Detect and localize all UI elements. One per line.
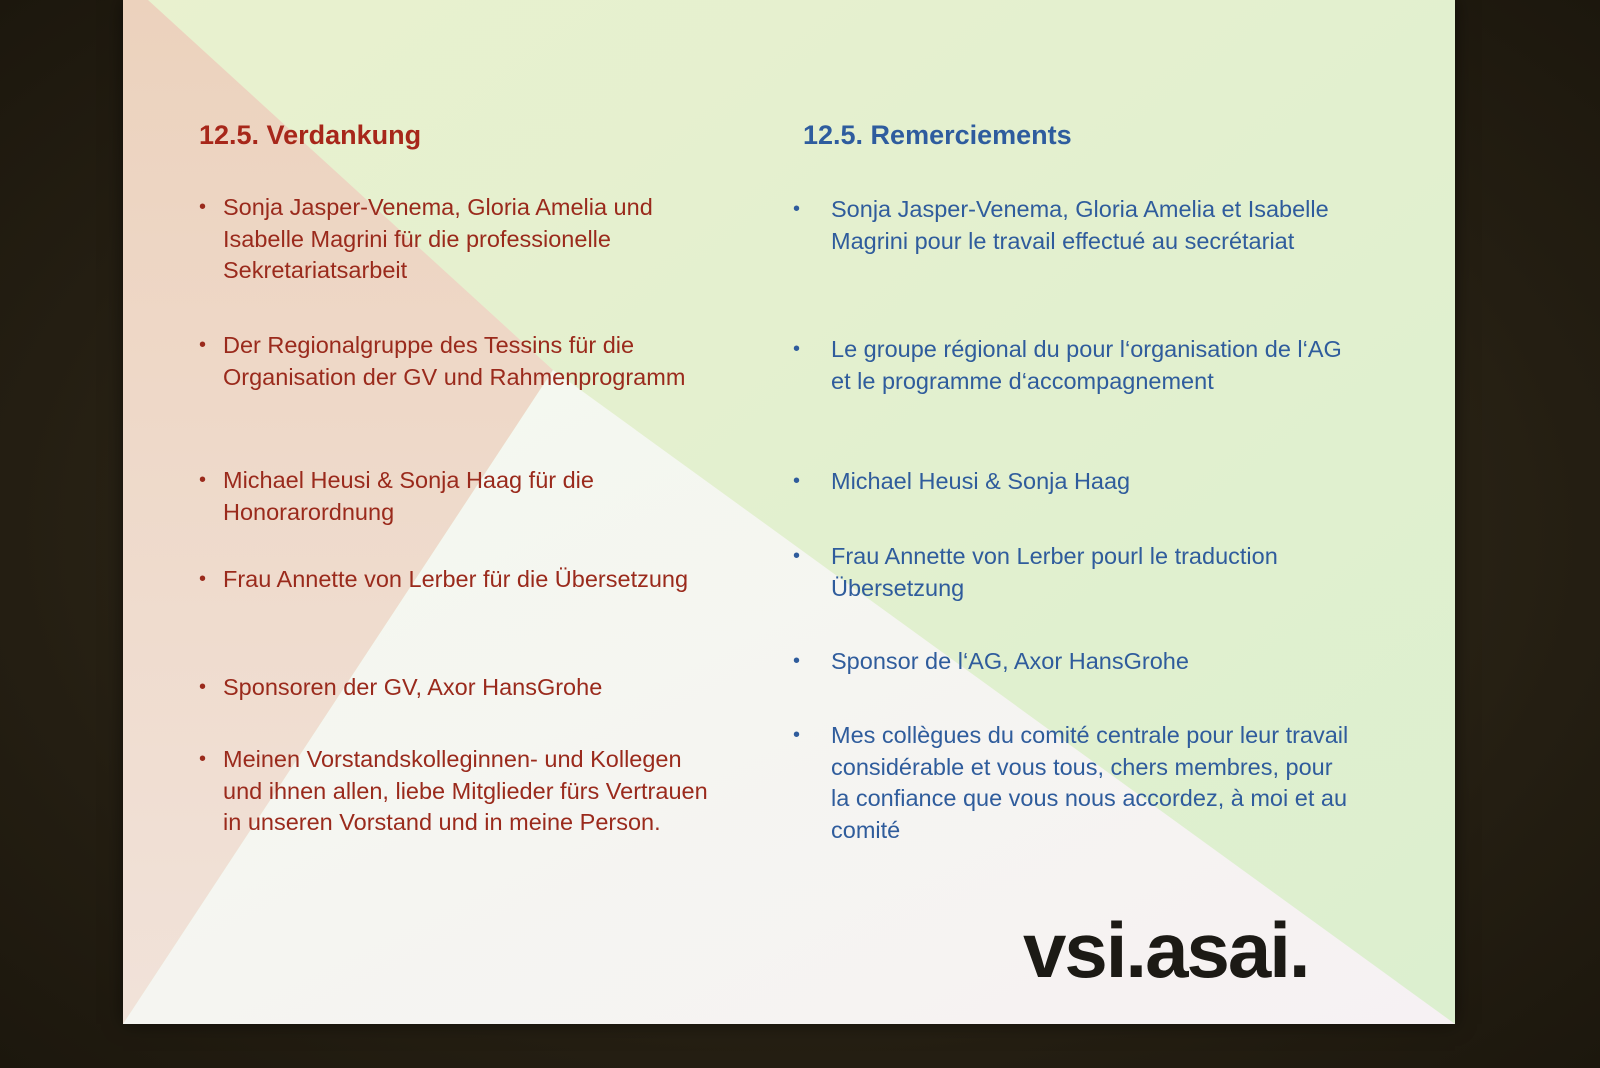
german-item-text: Frau Annette von Lerber für die Übersetzung xyxy=(223,566,689,592)
bullet: • xyxy=(199,676,207,698)
bullet: • xyxy=(793,470,801,492)
german-item-text: Der Regionalgruppe des Tessins für die Organisation der GV und Rahmenprogramm xyxy=(223,332,686,390)
german-item-text: Michael Heusi & Sonja Haag für die Honorarordnung xyxy=(223,467,594,525)
bullet: • xyxy=(793,650,801,672)
french-item-text: Sponsor de l‘AG, Axor HansGrohe xyxy=(831,648,1189,674)
vsi-asai-logo: vsi.asai. xyxy=(1023,906,1309,994)
projection-screen xyxy=(123,0,1455,1024)
french-item-text: Michael Heusi & Sonja Haag xyxy=(831,468,1131,494)
bullet: • xyxy=(199,568,207,590)
german-item-text: Sonja Jasper-Venema, Gloria Amelia und Isabelle Magrini für die professionelle Sekretariatsarbeit xyxy=(223,194,653,283)
bullet: • xyxy=(793,724,801,746)
bullet: • xyxy=(793,198,801,220)
bullet: • xyxy=(793,545,801,567)
bullet: • xyxy=(793,338,801,360)
bullet: • xyxy=(199,334,207,356)
french-item-text: Le groupe régional du pour l‘organisation de l‘AG et le programme d‘accompagnement xyxy=(831,336,1342,394)
french-item-text: Mes collègues du comité centrale pour leur travail considérable et vous tous, chers membres, pour la confiance que vous nous accordez, à moi et au comité xyxy=(831,722,1349,843)
german-item-text: Sponsoren der GV, Axor HansGrohe xyxy=(223,674,603,700)
german-heading: 12.5. Verdankung xyxy=(199,120,422,150)
french-item-text: Frau Annette von Lerber pourl le traduction Übersetzung xyxy=(831,543,1278,601)
german-item-text: Meinen Vorstandskolleginnen- und Kollegen und ihnen allen, liebe Mitglieder fürs Vertrauen in unseren Vorstand und in meine Person. xyxy=(223,746,708,835)
french-item-text: Sonja Jasper-Venema, Gloria Amelia et Isabelle Magrini pour le travail effectué au secrétariat xyxy=(831,196,1329,254)
french-heading: 12.5. Remerciements xyxy=(803,120,1072,150)
bullet: • xyxy=(199,469,207,491)
bullet: • xyxy=(199,196,207,218)
bullet: • xyxy=(199,748,207,770)
